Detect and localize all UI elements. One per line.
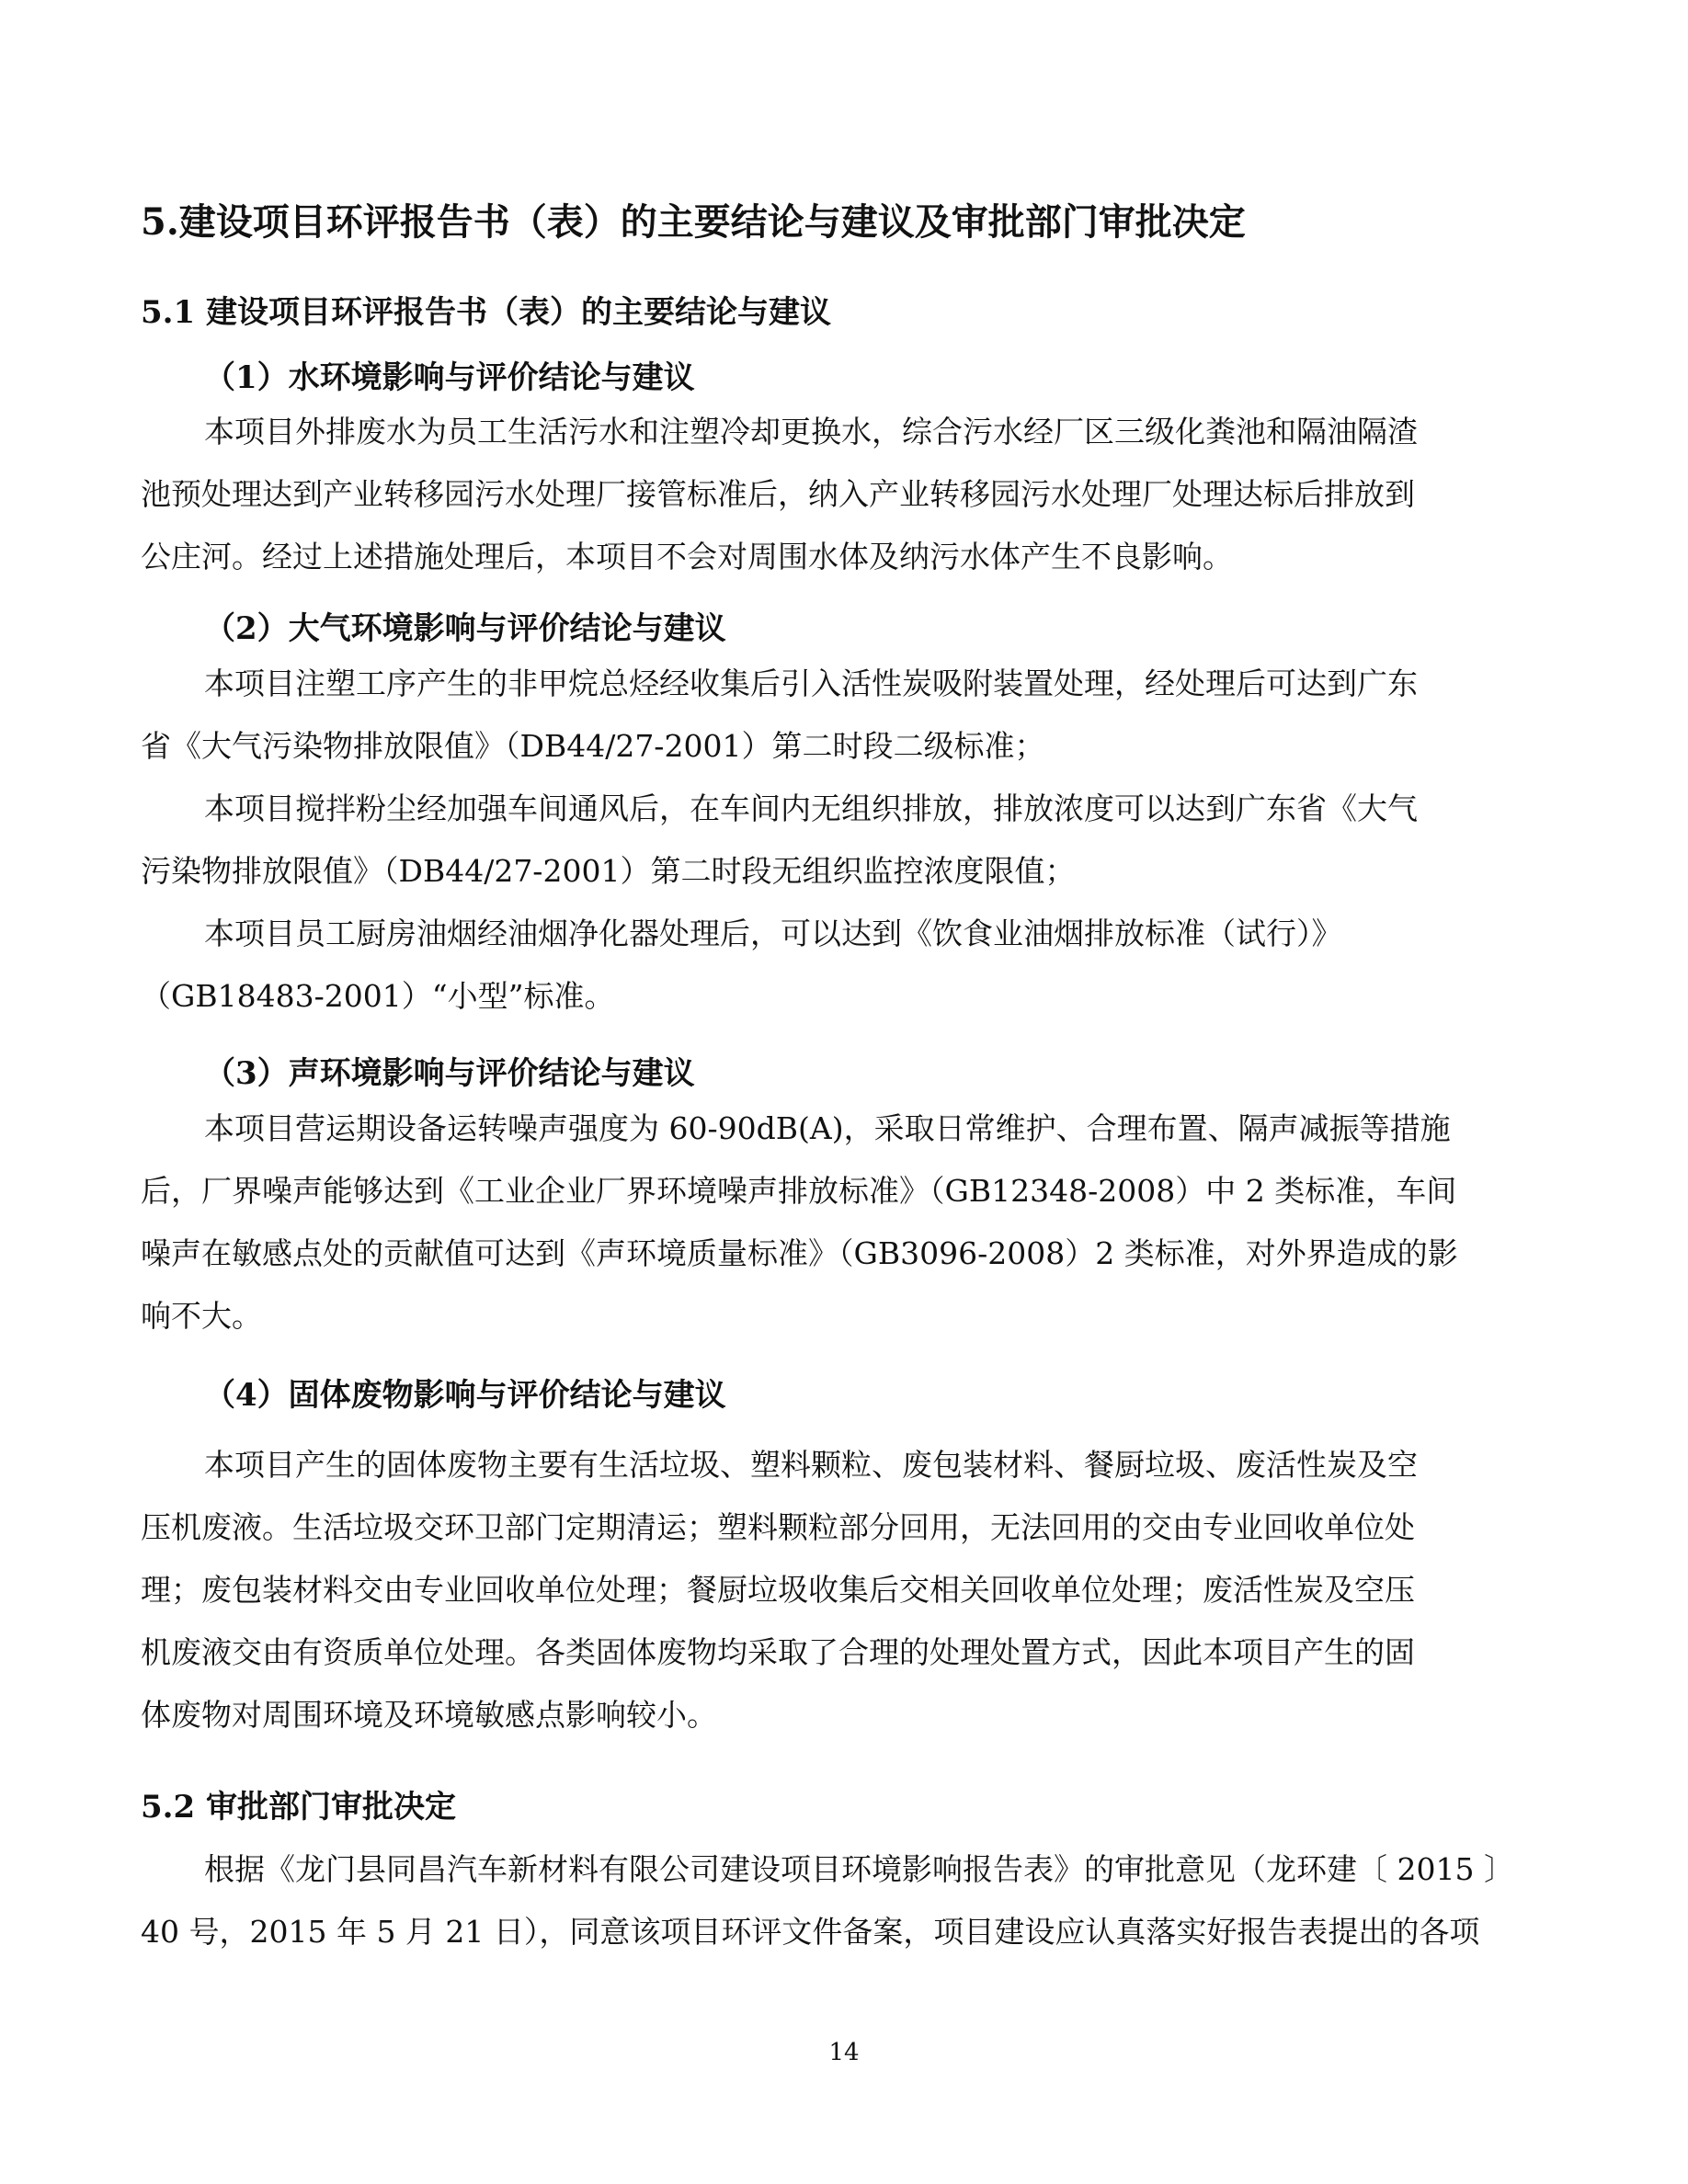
paragraph-line: 后，厂界噪声能够达到《工业企业厂界环境噪声排放标准》（GB12348-2008）中 2 类标准，车间	[141, 1173, 1457, 1209]
paragraph-line: 机废液交由有资质单位处理。各类固体废物均采取了合理的处理处置方式，因此本项目产生的固	[141, 1634, 1415, 1670]
paragraph-line: 本项目外排废水为员工生活污水和注塑冷却更换水，综合污水经厂区三级化粪池和隔油隔渣	[204, 414, 1418, 449]
paragraph-line: 本项目注塑工序产生的非甲烷总烃经收集后引入活性炭吸附装置处理，经处理后可达到广东	[204, 665, 1418, 701]
air-heading: （2）大气环境影响与评价结论与建议	[204, 610, 726, 647]
paragraph-line: 本项目产生的固体废物主要有生活垃圾、塑料颗粒、废包装材料、餐厨垃圾、废活性炭及空	[204, 1447, 1418, 1483]
section-5-1-heading: 5.1 建设项目环评报告书（表）的主要结论与建议	[141, 294, 831, 331]
paragraph-line: 省《大气污染物排放限值》（DB44/27-2001）第二时段二级标准；	[141, 728, 1045, 764]
paragraph-line: 本项目员工厨房油烟经油烟净化器处理后，可以达到《饮食业油烟排放标准（试行）》	[204, 916, 1342, 951]
page-title: 5.建设项目环评报告书（表）的主要结论与建议及审批部门审批决定	[141, 200, 1246, 244]
paragraph-line: 理；废包装材料交由专业回收单位处理；餐厨垃圾收集后交相关回收单位处理；废活性炭及空压	[141, 1572, 1415, 1608]
page-number: 14	[828, 2039, 860, 2066]
noise-paragraph	[141, 1098, 1534, 1348]
paragraph-line: （GB18483-2001）“小型”标准。	[141, 978, 615, 1014]
paragraph-line: 污染物排放限值》（DB44/27-2001）第二时段无组织监控浓度限值；	[141, 853, 1076, 889]
paragraph-line: 池预处理达到产业转移园污水处理厂接管标准后，纳入产业转移园污水处理厂处理达标后排放到	[141, 476, 1415, 512]
noise-heading: （3）声环境影响与评价结论与建议	[204, 1055, 695, 1092]
paragraph-line: 40 号，2015 年 5 月 21 日），同意该项目环评文件备案，项目建设应认真落实好报告表提出的各项	[141, 1914, 1480, 1950]
paragraph-line: 体废物对周围环境及环境敏感点影响较小。	[141, 1697, 717, 1733]
air-paragraph-2	[141, 778, 1534, 903]
approval-paragraph	[141, 1838, 1534, 1963]
solid-waste-paragraph	[141, 1434, 1534, 1746]
paragraph-line: 公庄河。经过上述措施处理后，本项目不会对周围水体及纳污水体产生不良影响。	[141, 539, 1233, 574]
section-5-2-heading: 5.2 审批部门审批决定	[141, 1789, 456, 1826]
water-heading: （1）水环境影响与评价结论与建议	[204, 359, 695, 396]
paragraph-line: 响不大。	[141, 1298, 262, 1334]
paragraph-line: 压机废液。生活垃圾交环卫部门定期清运；塑料颗粒部分回用，无法回用的交由专业回收单位处	[141, 1509, 1415, 1545]
paragraph-line: 本项目营运期设备运转噪声强度为 60-90dB(A)，采取日常维护、合理布置、隔声减振等措施	[204, 1110, 1451, 1146]
air-paragraph-1	[141, 653, 1534, 778]
air-paragraph-3	[141, 903, 1534, 1028]
paragraph-line: 本项目搅拌粉尘经加强车间通风后，在车间内无组织排放，排放浓度可以达到广东省《大气	[204, 791, 1418, 826]
paragraph-line: 噪声在敏感点处的贡献值可达到《声环境质量标准》（GB3096-2008）2 类标准，对外界造成的影	[141, 1235, 1458, 1271]
solid-waste-heading: （4）固体废物影响与评价结论与建议	[204, 1377, 726, 1414]
water-paragraph	[141, 401, 1534, 588]
paragraph-line: 根据《龙门县同昌汽车新材料有限公司建设项目环境影响报告表》的审批意见（龙环建〔 2015 〕	[204, 1851, 1514, 1887]
